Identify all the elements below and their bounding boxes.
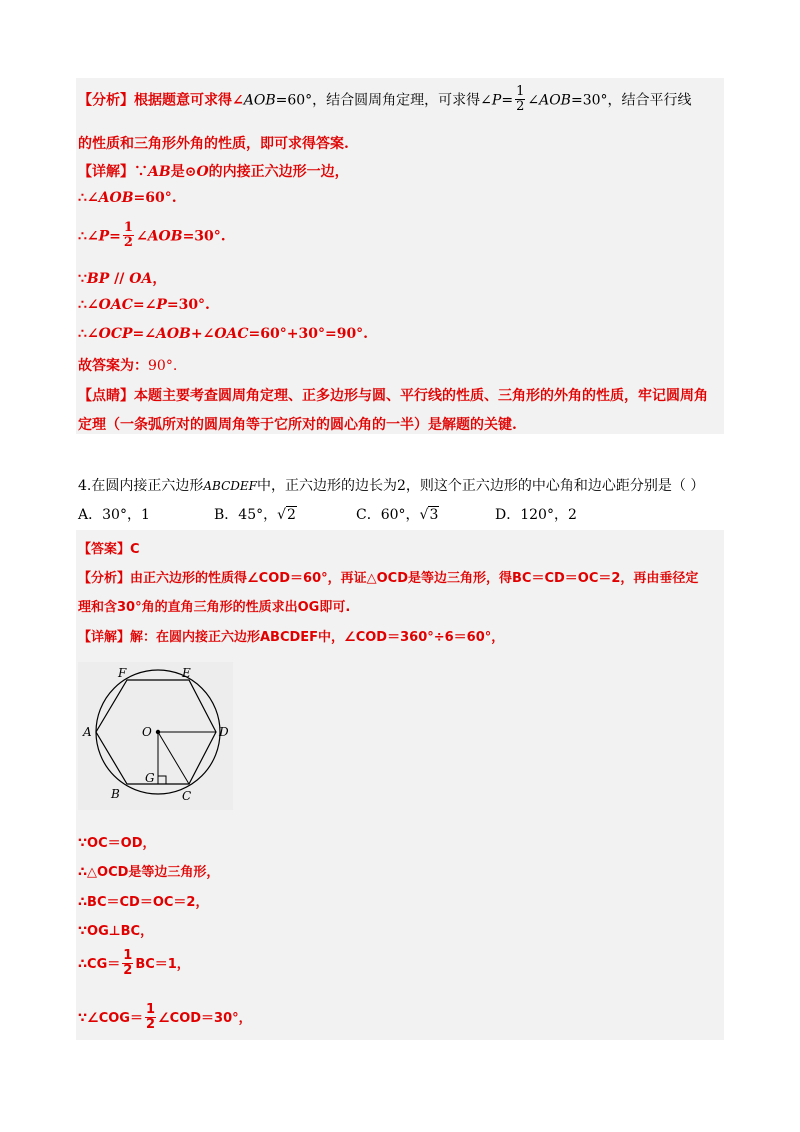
den: 2 bbox=[123, 235, 133, 250]
hexagon-diagram bbox=[78, 662, 233, 810]
solution-analysis-1: 【分析】由正六边形的性质得∠COD＝60°，再证△OCD是等边三角形，得BC＝CD＝OC＝2，再由垂径定 bbox=[78, 571, 699, 586]
fraction-half bbox=[145, 1003, 156, 1032]
t: ∵ bbox=[78, 271, 87, 287]
radicand: 2 bbox=[287, 507, 296, 523]
detail-line-1 bbox=[78, 161, 349, 181]
eq: = bbox=[501, 92, 514, 109]
detail-line-5 bbox=[78, 297, 210, 313]
num: 1 bbox=[123, 948, 133, 963]
fraction-half bbox=[123, 221, 134, 250]
answer-line bbox=[78, 355, 177, 375]
text-30: =30°，结合平行线 bbox=[570, 92, 692, 109]
analysis-prefix: 【分析】根据题意可求得∠ bbox=[78, 92, 244, 109]
value: 120°，2 bbox=[520, 507, 577, 523]
letter: C． bbox=[356, 507, 381, 523]
t: ∴∠ bbox=[78, 228, 99, 245]
t: = bbox=[109, 228, 121, 245]
detail-line-6 bbox=[78, 326, 368, 342]
m: OCP bbox=[98, 326, 133, 342]
math-aob2: AOB bbox=[539, 92, 571, 109]
answer-value: 90°. bbox=[148, 358, 178, 374]
answer-label: 故答案为： bbox=[78, 358, 148, 374]
label-d: D bbox=[219, 725, 229, 739]
fraction-half bbox=[122, 949, 133, 978]
step-3: ∴BC＝CD＝OC＝2， bbox=[78, 895, 209, 910]
t: =∠ bbox=[132, 326, 156, 342]
step-2: ∴△OCD是等边三角形， bbox=[78, 865, 220, 880]
letter: B． bbox=[214, 507, 239, 523]
comment-line-2: 定理（一条弧所对的圆周角等于它所对的圆心角的一半）是解题的关键. bbox=[78, 417, 517, 433]
detail-line-4 bbox=[78, 268, 166, 288]
letter: D． bbox=[495, 507, 521, 523]
m: OAC bbox=[98, 297, 133, 313]
t: ∠ bbox=[135, 228, 148, 245]
t: =∠ bbox=[132, 297, 157, 313]
den: 2 bbox=[516, 99, 525, 114]
analysis-line-2: 的性质和三角形外角的性质，即可求得答案. bbox=[78, 136, 349, 152]
t: +∠ bbox=[190, 326, 215, 342]
t: =30°. bbox=[166, 297, 210, 313]
t: BC＝1， bbox=[135, 957, 190, 972]
step-5 bbox=[78, 950, 190, 979]
solution-detail-1: 【详解】解：在圆内接正六边形ABCDEF中，∠COD＝360°÷6＝60°， bbox=[78, 630, 505, 645]
label-o: O bbox=[142, 725, 152, 739]
m: AB bbox=[148, 164, 171, 180]
text-60: =60°，结合圆周角定理，可求得∠ bbox=[275, 92, 492, 109]
question-4-stem bbox=[78, 475, 704, 495]
m: AOB bbox=[155, 326, 191, 342]
t: ∴∠ bbox=[78, 190, 99, 206]
t: ∵∠COG＝ bbox=[78, 1011, 143, 1026]
comment-line-1: 【点睛】本题主要考查圆周角定理、正多边形与圆、平行线的性质、三角形的外角的性质，牢记圆周角 bbox=[78, 388, 708, 404]
label-g: G bbox=[145, 771, 155, 785]
option-c bbox=[356, 504, 439, 524]
label-f: F bbox=[118, 666, 127, 680]
label-b: B bbox=[111, 787, 120, 801]
den: 2 bbox=[123, 963, 133, 978]
step-4: ∵OG⊥BC， bbox=[78, 924, 154, 939]
fraction-half bbox=[515, 85, 525, 114]
t: 是⊙ bbox=[170, 164, 197, 180]
t: ∴∠ bbox=[78, 326, 99, 342]
radicand: 3 bbox=[429, 507, 439, 523]
sqrt: √3 bbox=[419, 507, 439, 523]
label-e: E bbox=[182, 666, 191, 680]
detail-line-2 bbox=[78, 190, 177, 206]
option-d bbox=[495, 504, 577, 524]
t: ， bbox=[152, 271, 167, 287]
den: 2 bbox=[145, 1017, 156, 1032]
m: P bbox=[98, 228, 110, 245]
m: P bbox=[156, 297, 167, 313]
m: OAC bbox=[214, 326, 249, 342]
m: O bbox=[196, 164, 209, 180]
sqrt: √2 bbox=[277, 507, 296, 523]
value: 45°， bbox=[238, 507, 278, 523]
detail-line-3 bbox=[78, 222, 226, 251]
num: 1 bbox=[145, 1002, 156, 1017]
num: 1 bbox=[516, 84, 525, 99]
hexagon-figure bbox=[78, 662, 233, 810]
t: =60°+30°=90°. bbox=[248, 326, 369, 342]
math-aob: AOB bbox=[243, 92, 276, 109]
angle: ∠ bbox=[527, 92, 540, 109]
option-b bbox=[214, 504, 297, 524]
analysis-box-prev bbox=[76, 78, 724, 434]
letter: A． bbox=[78, 507, 103, 523]
t: 中，正六边形的边长为2，则这个正六边形的中心角和边心距分别是（ ） bbox=[256, 478, 705, 494]
step-6 bbox=[78, 1004, 252, 1033]
m: BP bbox=[86, 271, 110, 287]
m: AOB bbox=[98, 190, 134, 206]
analysis-line-1-full bbox=[78, 86, 723, 115]
label-a: A bbox=[83, 725, 92, 739]
step-1: ∵OC＝OD， bbox=[78, 836, 156, 851]
m: AOB bbox=[147, 228, 183, 245]
solution-answer: 【答案】C bbox=[78, 542, 140, 557]
m: ABCDEF bbox=[203, 479, 257, 493]
solution-analysis-2: 理和含30°角的直角三角形的性质求出OG即可. bbox=[78, 600, 351, 615]
num: 1 bbox=[123, 220, 133, 235]
t: =60°. bbox=[133, 190, 177, 206]
t: // bbox=[109, 271, 130, 287]
value: 60°， bbox=[380, 507, 420, 523]
m: OA bbox=[129, 271, 153, 287]
t: =30°. bbox=[182, 228, 226, 245]
t: 的内接正六边形一边， bbox=[208, 164, 349, 180]
right-angle-mark bbox=[158, 776, 166, 784]
t: ∠COD＝30°， bbox=[158, 1011, 252, 1026]
t: ∴CG＝ bbox=[78, 957, 121, 972]
t: 4.在圆内接正六边形 bbox=[78, 478, 204, 494]
option-a bbox=[78, 504, 150, 524]
label-c: C bbox=[182, 789, 192, 803]
value: 30°，1 bbox=[102, 507, 150, 523]
t: ∴∠ bbox=[78, 297, 99, 313]
center-point bbox=[156, 730, 160, 734]
t: 【详解】∵ bbox=[78, 164, 148, 180]
math-p: P bbox=[491, 92, 502, 109]
